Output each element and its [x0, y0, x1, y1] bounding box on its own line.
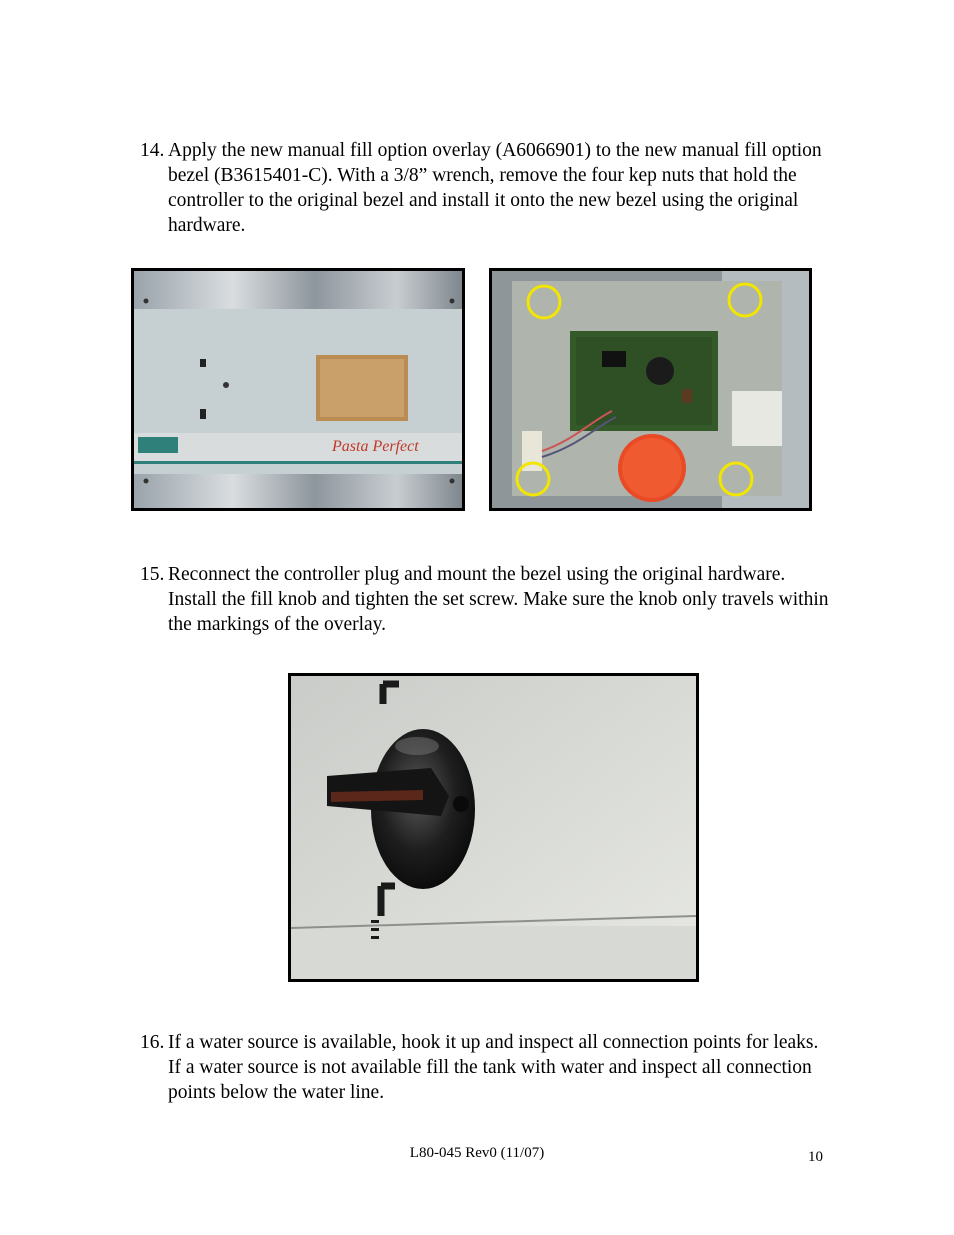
controller-photo — [489, 268, 812, 511]
step-15 — [140, 562, 830, 637]
footer-document-id: L80-045 Rev0 (11/07) — [409, 1145, 545, 1161]
step-number: 16. — [140, 1032, 165, 1053]
step-number: 15. — [140, 564, 165, 585]
step-text: Apply the new manual fill option overlay (A6066901) to the new manual fill option bezel (B3615401-C). With a 3/8” wrench, remove the four kep nuts that hold the controller to the original bezel and install it onto the new bezel using the original hardware. — [168, 140, 822, 236]
step-16 — [140, 1030, 830, 1105]
brand-logo-text: Pasta Perfect — [332, 438, 419, 455]
step-text: Reconnect the controller plug and mount the bezel using the original hardware. Install the fill knob and tighten the set screw. Make sure the knob only travels within the markings of the overlay. — [168, 564, 829, 635]
knob-photo — [288, 673, 699, 982]
page-number: 10 — [808, 1149, 823, 1165]
bezel-photo — [131, 268, 465, 511]
step-number: 14. — [140, 140, 165, 161]
step-text: If a water source is available, hook it up and inspect all connection points for leaks. If a water source is not available fill the tank with water and inspect all connection points below the water line. — [168, 1032, 819, 1103]
step-14 — [140, 138, 830, 238]
